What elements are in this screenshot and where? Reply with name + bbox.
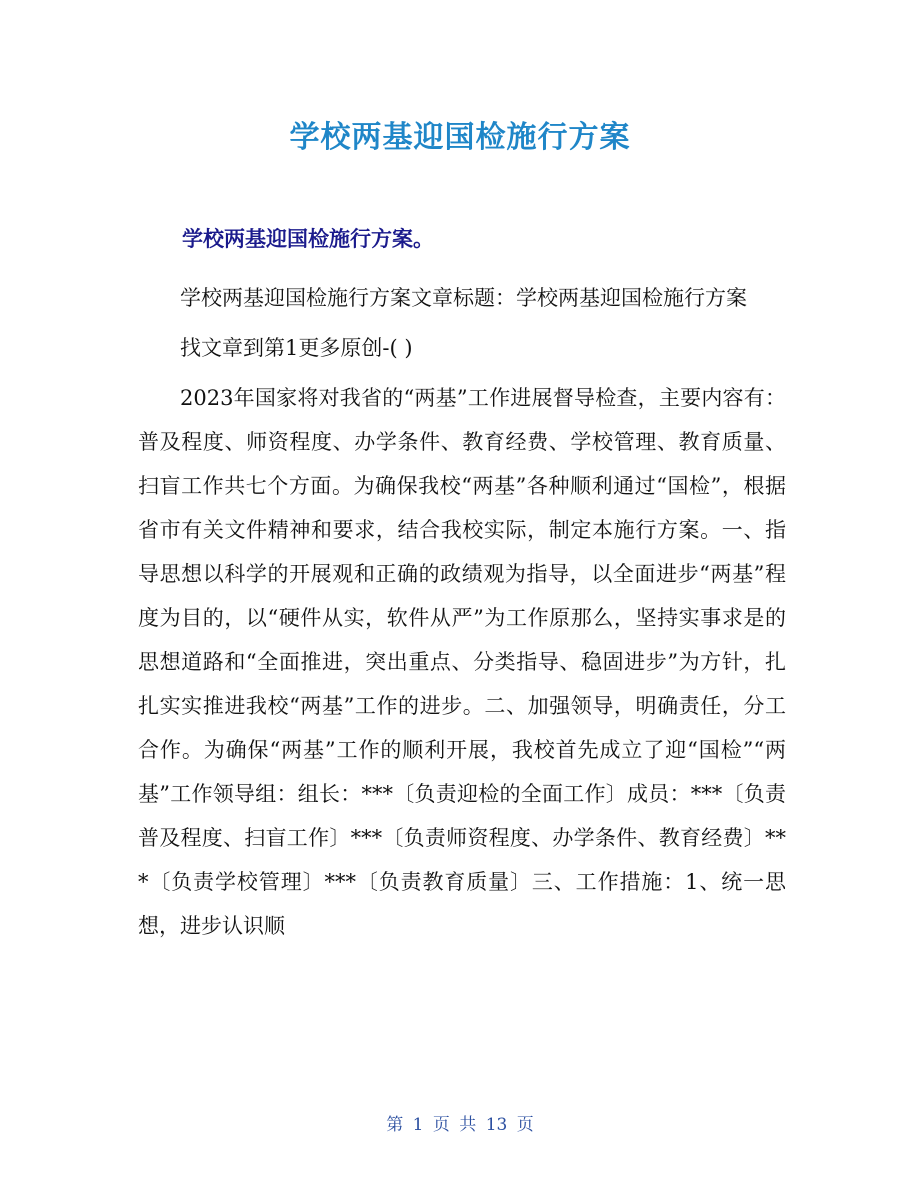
document-subtitle: 学校两基迎国检施行方案。 <box>182 227 434 251</box>
paragraph-article-title: 学校两基迎国检施行方案文章标题：学校两基迎国检施行方案 <box>180 286 747 310</box>
page-footer: 第 1 页 共 13 页 <box>386 1115 534 1135</box>
paragraph-source-link: 找文章到第1更多原创-( ) <box>180 336 413 360</box>
document-title: 学校两基迎国检施行方案 <box>289 120 631 155</box>
document-body <box>138 276 786 954</box>
paragraph-main-content: 2023年国家将对我省的“两基”工作进展督导检查，主要内容有：普及程度、师资程度、办学条件、教育经费、学校管理、教育质量、扫盲工作共七个方面。为确保我校“两基”各种顺利通过“国检”，根据省市有关文件精神和要求，结合我校实际，制定本施行方案。一、指导思想以科学的开展观和正确的政绩观为指导，以全面进步“两基”程度为目的，以“硬件从实，软件从严”为工作原那么，坚持实事求是的思想道路和“全面推进，突出重点、分类指导、稳固进步”为方针，扎扎实实推进我校“两基”工作的进步。二、加强领导，明确责任，分工合作。为确保“两基”工作的顺利开展，我校首先成立了迎“国检”“两基”工作领导组：组长：***〔负责迎检的全面工作〕成员：***〔负责普及程度、扫盲工作〕***〔负责师资程度、办学条件、教育经费〕***〔负责学校管理〕***〔负责教育质量〕三、工作措施：1、统一思想，进步认识顺 <box>138 386 786 938</box>
